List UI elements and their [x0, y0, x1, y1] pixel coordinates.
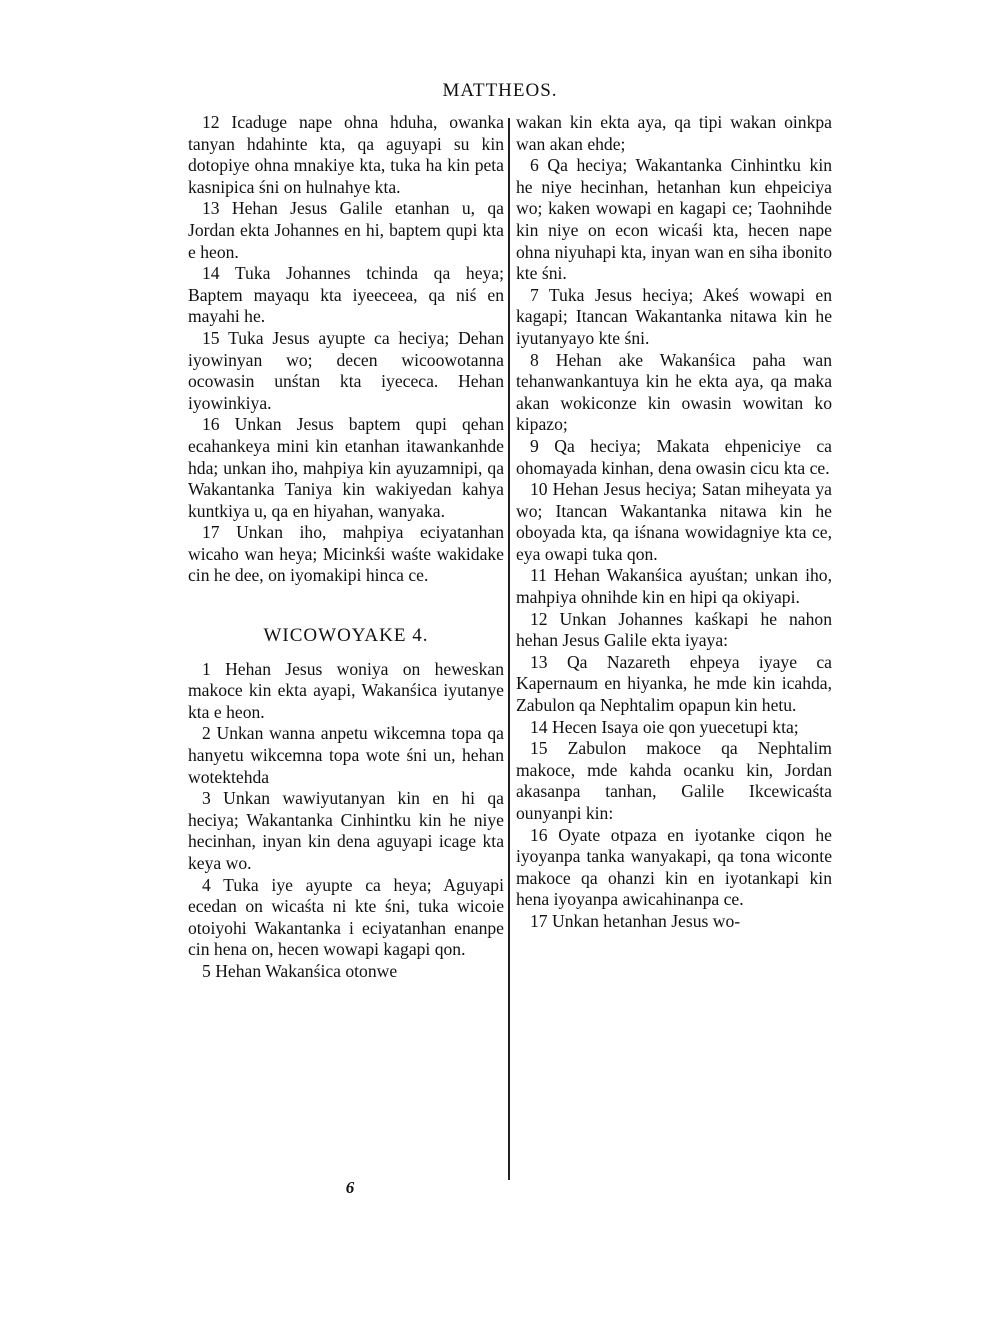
verse: 17 Unkan iho, mahpiya eciyatanhan wicaho wan heya; Micinkśi waśte wakidake cin he dee, on iyomakipi hinca ce.	[188, 522, 504, 586]
verse: 6 Qa heciya; Wakantanka Cinhintku kin he niye hecinhan, hetanhan kun ehpeiciya wo; kaken wowapi en kagapi ce; Taohnihde kin niye on econ wicaśi kta, hecen nape ohna niyuhapi kta, inyan wan en siha ibonito kte śni.	[516, 155, 832, 284]
verse: 10 Hehan Jesus heciya; Satan miheyata ya wo; Itancan Wakantanka nitawa kin he oboyada kta, qa iśnana wowidagniye kta ce, eya owapi tuka qon.	[516, 479, 832, 564]
verse-continuation: wakan kin ekta aya, qa tipi wakan oinkpa wan akan ehde;	[516, 112, 832, 154]
verse: 11 Hehan Wakanśica ayuśtan; unkan iho, mahpiya ohnihde kin en hipi qa okiyapi.	[516, 565, 832, 608]
verse: 14 Hecen Isaya oie qon yuecetupi kta;	[530, 716, 799, 737]
verse: 4 Tuka iye ayupte ca heya; Aguyapi ecedan on wicaśta ni kte śni, tuka wicoie otoiyohi Wakantanka i eciyatanhan enanpe cin hena on, hecen wowapi kagapi qon.	[188, 874, 504, 960]
verse: 9 Qa heciya; Makata ehpeniciye ca ohomayada kinhan, dena owasin cicu kta ce.	[516, 435, 832, 478]
verse: 13 Qa Nazareth ehpeya iyaye ca Kapernaum en hiyanka, he mde kin icahda, Zabulon qa Nephtalim opapun kin hetu.	[516, 651, 832, 716]
verse: 2 Unkan wanna anpetu wikcemna topa qa hanyetu wikcemna topa wote śni un, hehan wotektehda	[188, 723, 504, 787]
verse: 15 Zabulon makoce qa Nephtalim makoce, mde kahda ocanku kin, Jordan akasanpa tanhan, Galile Ikcewicaśta ounyanpi kin:	[516, 738, 832, 823]
verse: 7 Tuka Jesus heciya; Akeś wowapi en kagapi; Itancan Wakantanka nitawa kin he iyutanyayo kte śni.	[516, 284, 832, 348]
left-column	[188, 112, 504, 983]
right-column	[516, 112, 832, 933]
verse: 8 Hehan ake Wakanśica paha wan tehanwankantuya kin he ekta aya, qa maka akan wokiconze kin owasin wowitan ko kipazo;	[516, 349, 832, 435]
page-number: 6	[345, 1178, 355, 1197]
verse: 12 Icaduge nape ohna hduha, owanka tanyan hdahinte kta, qa aguyapi su kin dotopiye ohna mnakiye kta, tuka ha kin peta kasnipica śni on hulnahye kta.	[188, 112, 504, 197]
column-rule	[508, 118, 510, 1180]
running-head: MATTHEOS.	[442, 80, 558, 101]
verse: 5 Hehan Wakanśica otonwe	[202, 960, 398, 981]
verse: 13 Hehan Jesus Galile etanhan u, qa Jordan ekta Johannes en hi, baptem qupi kta e heon.	[188, 198, 504, 262]
verse: 17 Unkan hetanhan Jesus wo-	[530, 910, 741, 931]
verse: 3 Unkan wawiyutanyan kin en hi qa heciya; Wakantanka Cinhintku kin he niye hecinhan, inyan kin dena aguyapi icage kta keya wo.	[188, 788, 504, 873]
verse: 15 Tuka Jesus ayupte ca heciya; Dehan iyowinyan wo; decen wicoowotanna ocowasin unśtan kta iyececa. Hehan iyowinkiya.	[188, 327, 504, 413]
verse: 16 Oyate otpaza en iyotanke ciqon he iyoyanpa tanka wanyakapi, qa tona wiconte makoce qa ohanzi kin en iyotankapi kin hena iyoyanpa awicahinanpa ce.	[516, 824, 832, 910]
verse: 14 Tuka Johannes tchinda qa heya; Baptem mayaqu kta iyeeceea, qa niś en mayahi he.	[188, 263, 504, 327]
verse: 16 Unkan Jesus baptem qupi qehan ecahankeya mini kin etanhan itawankanhde hda; unkan iho, mahpiya kin ayuzamnipi, qa Wakantanka Taniya kin wakiyedan kahya kuntkiya u, qa en hiyahan, wanyaka.	[188, 414, 504, 521]
chapter-heading: WICOWOYAKE 4.	[263, 625, 429, 647]
verse: 1 Hehan Jesus woniya on heweskan makoce kin ekta ayapi, Wakanśica iyutanye kta e heon.	[188, 658, 504, 722]
verse: 12 Unkan Johannes kaśkapi he nahon hehan Jesus Galile ekta iyaya:	[516, 608, 832, 651]
